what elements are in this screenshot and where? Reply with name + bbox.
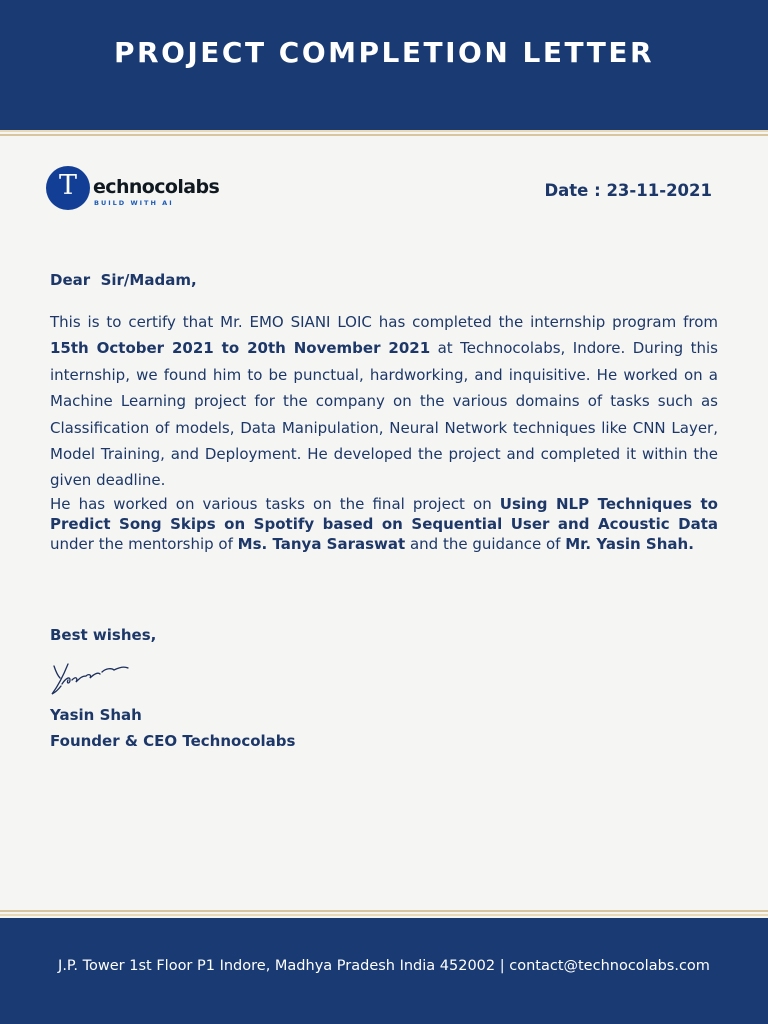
logo-wordmark: echnocolabs [93,176,220,198]
para1-intro: This is to certify that Mr. EMO SIANI LOIC has completed the internship program from [50,313,718,331]
guide-name: Mr. Yasin Shah. [565,535,694,553]
para2-mid1: under the mentorship of [50,535,238,553]
project-paragraph [50,494,718,554]
date-label: Date : [544,181,607,200]
closing-line: Best wishes, [50,626,157,644]
para2-mid2: and the guidance of [405,535,566,553]
footer-banner [0,918,768,1024]
company-logo [46,166,226,212]
logo-initial: T [58,170,77,201]
footer-divider [0,910,768,918]
mentor-name: Ms. Tanya Saraswat [237,535,406,553]
signer-name: Yasin Shah [50,706,142,724]
date-value: 23-11-2021 [606,181,712,200]
letter-date [544,181,712,200]
internship-period: 15th October 2021 to 20th November 2021 [50,339,431,358]
para1-body: at Technocolabs, Indore. During this internship, we found him to be punctual, hardworking, and inquisitive. He worked on a Machine Learning project for the company on the various domains of tasks such as Classification of models, Data Manipulation, Neural Network techniques like CNN Layer, Model Training, and Deployment. He developed the project and completed it within the given deadline. [50,339,718,490]
footer-contact: J.P. Tower 1st Floor P1 Indore, Madhya Pradesh India 452002 | contact@technocolabs.com [58,958,710,974]
letter-title: PROJECT COMPLETION LETTER [113,36,655,69]
project-title: Using NLP Techniques to Predict Song Skips on Spotify based on Sequential User and Acoustic Data [50,495,718,533]
certification-paragraph [50,309,718,494]
para2-intro: He has worked on various tasks on the final project on [50,495,500,513]
salutation: Dear Sir/Madam, [50,271,197,289]
handwritten-signature [48,656,132,698]
header-divider [0,130,768,138]
logo-tagline: BUILD WITH AI [94,199,174,207]
header-banner [0,0,768,130]
signer-title: Founder & CEO Technocolabs [50,732,296,750]
